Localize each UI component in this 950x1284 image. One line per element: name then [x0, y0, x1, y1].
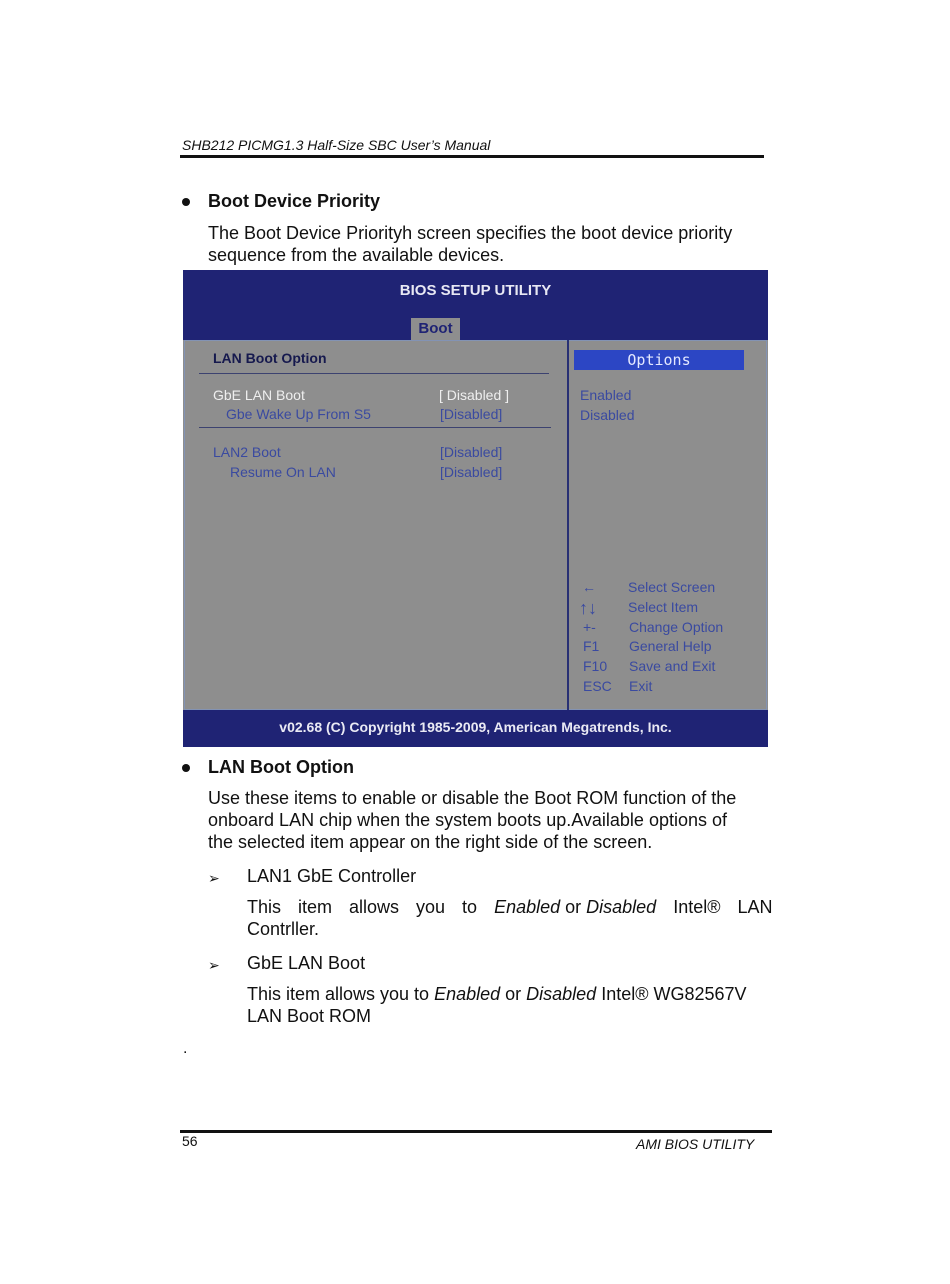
bios-copyright: v02.68 (C) Copyright 1985-2009, American Megatrends, Inc. — [279, 719, 672, 735]
emphasis-enabled: Enabled — [434, 984, 501, 1004]
sub-item-2-description-line-2: LAN Boot ROM — [247, 1006, 372, 1026]
key-help-select-item: Select Item — [628, 599, 699, 615]
bios-item-gbe-lan-boot-label[interactable]: GbE LAN Boot — [213, 387, 305, 403]
page-number: 56 — [182, 1133, 198, 1149]
key-plus-minus: +- — [583, 619, 596, 635]
bios-item-lan2-boot-value[interactable]: [Disabled] — [440, 444, 503, 460]
word: or — [500, 984, 527, 1004]
section2-paragraph-line-1: Use these items to enable or disable the Boot ROM function of the — [208, 788, 737, 808]
bios-option-disabled[interactable]: Disabled — [580, 407, 635, 423]
footer-rule — [180, 1130, 772, 1133]
emphasis-enabled: Enabled — [494, 897, 561, 917]
bios-panel-divider — [567, 340, 569, 710]
bios-screen — [183, 270, 768, 747]
bios-item-gbe-lan-boot-value[interactable]: [ Disabled ] — [439, 387, 510, 403]
sub-item-title-lan1-gbe-controller: LAN1 GbE Controller — [247, 866, 417, 886]
sub-item-1-description-line-2: Contrller. — [247, 919, 320, 939]
trailing-dot: . — [183, 1040, 188, 1057]
key-f1: F1 — [583, 638, 600, 654]
bios-item-gbe-wake-value[interactable]: [Disabled] — [440, 406, 503, 422]
sub-item-2-description-line-1 — [247, 983, 747, 1005]
word: Intel® LAN — [656, 897, 773, 917]
up-down-arrow-icon: ↑↓ — [579, 598, 597, 618]
bullet-icon — [182, 764, 190, 772]
arrowhead-bullet-icon: ➢ — [208, 870, 220, 886]
emphasis-disabled: Disabled — [586, 897, 657, 917]
word: This item allows you to — [247, 897, 495, 917]
key-help-save-and-exit: Save and Exit — [629, 658, 716, 674]
manual-title: SHB212 PICMG1.3 Half-Size SBC User’s Manual — [182, 137, 491, 153]
section1-paragraph-line-1: The Boot Device Priorityh screen specifies the boot device priority — [208, 223, 733, 243]
section2-paragraph-line-2: onboard LAN chip when the system boots up.Available options of — [208, 810, 727, 830]
key-help-select-screen: Select Screen — [628, 579, 716, 595]
bios-options-header: Options — [574, 350, 744, 370]
section2-paragraph-line-3: the selected item appear on the right side of the screen. — [208, 832, 653, 852]
word: or — [560, 897, 587, 917]
key-esc: ESC — [583, 678, 612, 694]
section1-paragraph-line-2: sequence from the available devices. — [208, 245, 505, 265]
sub-item-title-gbe-lan-boot: GbE LAN Boot — [247, 953, 366, 973]
bios-item-gbe-wake-label[interactable]: Gbe Wake Up From S5 — [226, 406, 371, 422]
key-help-general-help: General Help — [629, 638, 712, 654]
emphasis-disabled: Disabled — [526, 984, 597, 1004]
bios-section-title: LAN Boot Option — [213, 350, 327, 366]
word: Intel® WG82567V — [596, 984, 747, 1004]
bullet-icon — [182, 198, 190, 206]
section-heading-lan-boot-option: LAN Boot Option — [208, 757, 354, 777]
header-rule — [180, 155, 764, 158]
key-f10: F10 — [583, 658, 608, 674]
left-arrow-icon: ← — [582, 579, 596, 595]
key-help-exit: Exit — [629, 678, 653, 694]
key-help-change-option: Change Option — [629, 619, 724, 635]
sub-item-1-description-line-1 — [247, 896, 773, 918]
arrowhead-bullet-icon: ➢ — [208, 957, 220, 973]
bios-title: BIOS SETUP UTILITY — [399, 282, 552, 299]
bios-item-resume-on-lan-label[interactable]: Resume On LAN — [230, 464, 336, 480]
bios-item-resume-on-lan-value[interactable]: [Disabled] — [440, 464, 503, 480]
bios-item-lan2-boot-label[interactable]: LAN2 Boot — [213, 444, 281, 460]
bios-group-rule — [199, 427, 551, 428]
tab-boot[interactable]: Boot — [411, 318, 460, 340]
word: This item allows you to — [247, 984, 435, 1004]
bios-section-rule — [199, 373, 549, 374]
footer-title: AMI BIOS UTILITY — [636, 1136, 755, 1152]
bios-title-bar — [183, 270, 768, 340]
bios-option-enabled[interactable]: Enabled — [580, 387, 632, 403]
section-heading-boot-device-priority: Boot Device Priority — [208, 191, 381, 211]
